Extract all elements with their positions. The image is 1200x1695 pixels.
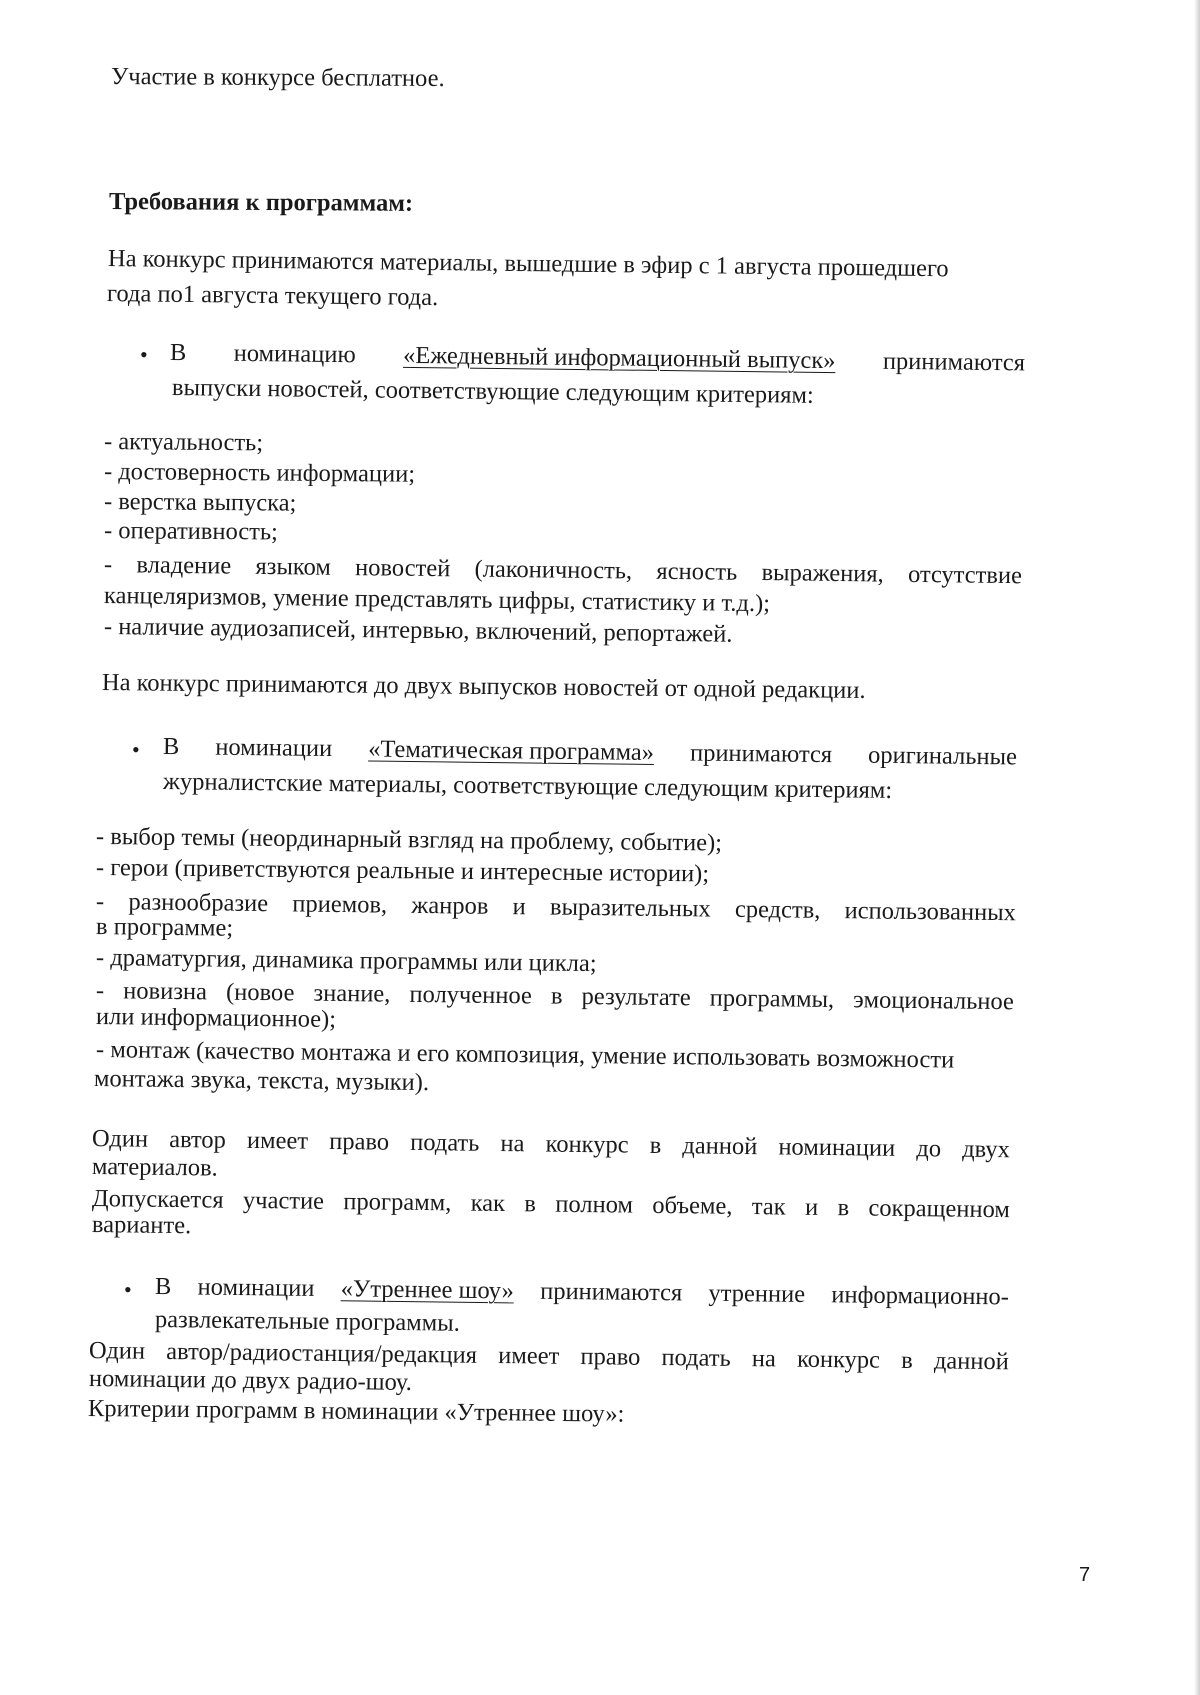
word: двух xyxy=(962,1135,1011,1164)
word: право xyxy=(580,1343,641,1371)
word: на xyxy=(500,1129,525,1158)
page-number: 7 xyxy=(1079,1564,1091,1586)
word: (лаконичность, xyxy=(474,555,633,585)
word: - xyxy=(95,888,105,916)
word: данной xyxy=(682,1132,758,1161)
morning-description-line-2: развлекательные программы. xyxy=(154,1306,461,1337)
word: программы, xyxy=(709,984,835,1014)
word: использованных xyxy=(844,897,1017,927)
morning-rule-line-2: номинации до двух радио-шоу. xyxy=(88,1365,412,1396)
word: языком xyxy=(255,552,332,581)
thematic-criterion-2: - герои (приветствуются реальные и интересные истории); xyxy=(95,854,710,888)
thematic-criterion-3-line-2: в программе; xyxy=(95,913,234,942)
word: принимаются xyxy=(540,1277,683,1307)
word: данной xyxy=(933,1347,1010,1376)
thematic-rule-2-line-1 xyxy=(92,1184,1010,1225)
word: отсутствие xyxy=(907,560,1023,590)
word: жанров xyxy=(411,891,489,920)
word: в xyxy=(837,1194,850,1222)
bullet-morning: • xyxy=(124,1277,132,1302)
thematic-criterion-4: - драматургия, динамика программы или цикла; xyxy=(95,944,597,978)
word: Один xyxy=(91,1125,149,1153)
word: Допускается xyxy=(91,1185,224,1214)
word: Один xyxy=(88,1337,146,1365)
word: номинации xyxy=(215,733,333,763)
word: подать xyxy=(410,1128,480,1157)
thematic-rule-1-line-2: материалов. xyxy=(91,1153,218,1182)
word: автор xyxy=(169,1125,227,1154)
word: - xyxy=(95,977,105,1005)
word: - xyxy=(103,551,113,579)
word: автор/радиостанция/редакция xyxy=(166,1337,478,1369)
word: знание, xyxy=(313,979,391,1008)
word: утренние xyxy=(708,1279,806,1308)
word: результате xyxy=(581,982,691,1012)
bullet-daily: • xyxy=(140,342,148,367)
word: В xyxy=(162,733,180,761)
word: номинацию xyxy=(233,339,356,369)
daily-criterion-3: - верстка выпуска; xyxy=(103,488,297,517)
word: в xyxy=(550,982,563,1010)
period-line-2: года по1 августа текущего года. xyxy=(106,280,439,312)
word: и xyxy=(512,893,526,921)
nomination-daily-news: «Ежедневный информационный выпуск» xyxy=(402,341,836,375)
word: как xyxy=(470,1189,506,1218)
word: новостей xyxy=(354,554,451,583)
word: в xyxy=(649,1131,662,1159)
word: (новое xyxy=(225,978,295,1007)
daily-criterion-6: - наличие аудиозаписей, интервью, включений, репортажей. xyxy=(103,613,733,648)
thematic-criterion-5-line-2: или информационное); xyxy=(95,1003,337,1033)
word: эмоциональное xyxy=(853,986,1015,1016)
word: и xyxy=(804,1193,819,1221)
nomination-thematic-program: «Тематическая программа» xyxy=(368,735,655,766)
word: ясность xyxy=(656,557,738,586)
nomination-morning-show: «Утреннее шоу» xyxy=(340,1275,515,1305)
daily-criterion-2: - достоверность информации; xyxy=(103,458,416,488)
thematic-criterion-6-line-2: монтажа звука, текста, музыки). xyxy=(93,1065,430,1097)
word: В xyxy=(169,339,187,367)
word: приемов, xyxy=(292,890,388,919)
thematic-rule-1-line-1 xyxy=(92,1124,1010,1165)
word: до xyxy=(916,1135,942,1163)
scan-edge xyxy=(1194,0,1200,1695)
word: выразительных xyxy=(549,893,711,923)
bullet-thematic: • xyxy=(132,737,140,762)
daily-nomination-line xyxy=(170,338,1025,378)
thematic-criterion-6-line-1: - монтаж (качество монтажа и его композиция, умение использовать возможности xyxy=(95,1036,955,1074)
word: оригинальные xyxy=(867,741,1018,771)
daily-criterion-4: - оперативность; xyxy=(103,517,279,546)
period-line-1: На конкурс принимаются материалы, вышедшие в эфир с 1 августа прошедшего xyxy=(107,245,949,283)
word: подать xyxy=(661,1343,731,1372)
thematic-rule-2-line-2: варианте. xyxy=(91,1211,192,1240)
word: конкурс xyxy=(545,1130,629,1159)
word: новизна xyxy=(123,977,208,1006)
word: средств, xyxy=(734,895,821,924)
daily-limit-text: На конкурс принимаются до двух выпусков новостей от одной редакции. xyxy=(101,669,866,704)
word: номинации xyxy=(197,1273,315,1302)
word: номинации xyxy=(778,1133,896,1162)
word: в xyxy=(524,1190,537,1218)
intro-text: Участие в конкурсе бесплатное. xyxy=(110,63,445,93)
word: принимаются xyxy=(689,739,833,769)
daily-criterion-1: - актуальность; xyxy=(103,428,264,457)
thematic-criterion-1: - выбор темы (неординарный взгляд на проблему, событие); xyxy=(95,823,723,857)
word: разнообразие xyxy=(128,888,269,918)
word: право xyxy=(329,1127,390,1156)
morning-criteria-intro: Критерии программ в номинации «Утреннее шоу»: xyxy=(87,1395,625,1428)
word: выражения, xyxy=(761,559,884,588)
thematic-nomination-line xyxy=(163,732,1017,772)
section-heading: Требования к программам: xyxy=(108,188,414,217)
word: объеме, xyxy=(652,1191,733,1220)
word: на xyxy=(751,1345,777,1373)
daily-criterion-5-line-2: канцеляризмов, умение представлять цифры, статистику и т.д.); xyxy=(103,582,771,618)
daily-criteria-intro: выпуски новостей, соответствующие следующим критериям: xyxy=(171,374,814,409)
word: в xyxy=(901,1346,913,1375)
word: программ, xyxy=(343,1188,452,1217)
word: полном xyxy=(555,1190,634,1219)
word: принимаются xyxy=(882,347,1026,377)
word: конкурс xyxy=(796,1345,881,1374)
word: полученное xyxy=(409,980,533,1010)
word: владение xyxy=(136,551,232,580)
thematic-criterion-3-line-1 xyxy=(96,887,1016,928)
word: информационно- xyxy=(831,1281,1010,1311)
word: участие xyxy=(242,1186,325,1215)
word: сокращенном xyxy=(868,1194,1011,1224)
word: имеет xyxy=(498,1342,560,1370)
thematic-criteria-intro: журналистские материалы, соответствующие следующим критериям: xyxy=(162,768,893,804)
word: В xyxy=(154,1273,172,1301)
word: имеет xyxy=(246,1126,309,1155)
word: так xyxy=(751,1193,786,1221)
